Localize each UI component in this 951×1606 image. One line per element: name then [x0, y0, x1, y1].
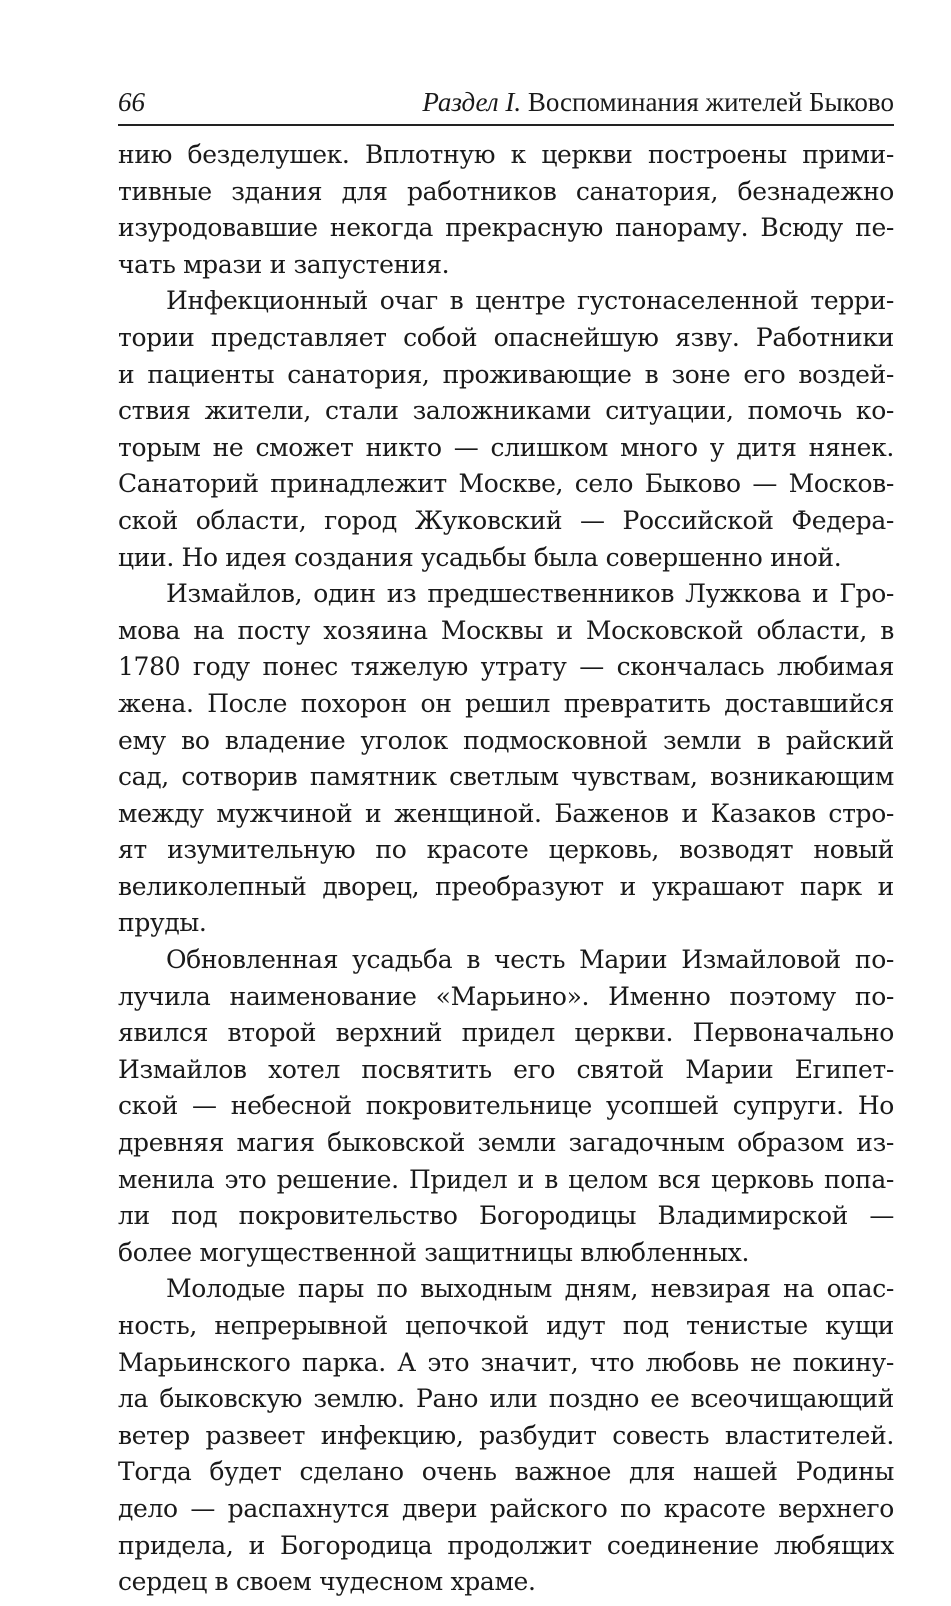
paragraph [118, 576, 894, 942]
text-line: торым не сможет никто — слишком много у дитя нянек. [118, 432, 894, 462]
text-line: ли под покровительство Богородицы Владимирской — [118, 1201, 894, 1231]
text-line: мова на посту хозяина Москвы и Московской области, в [118, 615, 894, 645]
text-line: ветер развеет инфекцию, разбудит совесть властителей. [118, 1420, 894, 1450]
text-line: тивные здания для работников санатория, безнадежно [118, 176, 894, 206]
section-title [422, 84, 894, 120]
running-head [118, 84, 894, 126]
text-line: между мужчиной и женщиной. Баженов и Казаков стро- [118, 798, 894, 828]
page-number: 66 [118, 87, 145, 117]
section-label: Раздел I. [422, 87, 522, 117]
text-line: Санаторий принадлежит Москве, село Быково — Москов- [118, 469, 894, 499]
paragraph [118, 137, 894, 283]
text-line: Обновленная усадьба в честь Марии Измайловой по- [166, 945, 894, 975]
text-line: ла быковскую землю. Рано или поздно ее всеочищающий [118, 1384, 894, 1414]
text-line: явился второй верхний придел церкви. Первоначально [118, 1018, 894, 1048]
paragraph [118, 1271, 894, 1600]
body-text [118, 137, 894, 1601]
text-line: нию безделушек. Вплотную к церкви построены прими- [118, 140, 894, 169]
text-line: пруды. [118, 908, 207, 938]
text-line: лучила наименование «Марьино». Именно поэтому по- [118, 981, 894, 1011]
text-line: Марьинского парка. А это значит, что любовь не покину- [118, 1347, 894, 1377]
text-line: ской — небесной покровительнице усопшей супруги. Но [118, 1091, 894, 1121]
text-line: изуродовавшие некогда прекрасную панораму. Всюду пе- [118, 213, 894, 243]
text-line: ность, непрерывной цепочкой идут под тенистые кущи [118, 1311, 894, 1340]
text-line: жена. После похорон он решил превратить доставшийся [118, 688, 894, 718]
text-line: Измайлов хотел посвятить его святой Марии Египет- [118, 1054, 894, 1084]
text-line: менила это решение. Придел и в целом вся церковь попа- [118, 1164, 894, 1194]
text-line: великолепный дворец, преобразуют и украшают парк и [118, 871, 894, 901]
text-line: придела, и Богородица продолжит соединение любящих [118, 1530, 894, 1560]
text-line: более могущественной защитницы влюбленных. [118, 1237, 750, 1267]
text-line: чать мрази и запустения. [118, 249, 450, 279]
text-line: Тогда будет сделано очень важное для нашей Родины [118, 1457, 894, 1487]
text-line: и пациенты санатория, проживающие в зоне его воздей- [118, 359, 894, 389]
text-line: Инфекционный очаг в центре густонаселенной терри- [166, 286, 894, 316]
text-line: Измайлов, один из предшественников Лужкова и Гро- [166, 579, 894, 609]
text-line: сад, сотворив памятник светлым чувствам, возникающим [118, 762, 894, 792]
text-line: Молодые пары по выходным дням, невзирая на опас- [166, 1274, 894, 1304]
text-line: древняя магия быковской земли загадочным образом из- [118, 1128, 894, 1158]
text-line: ему во владение уголок подмосковной земли в райский [118, 725, 894, 755]
paragraph [118, 942, 894, 1271]
text-line: ской области, город Жуковский — Российской Федера- [118, 505, 894, 535]
text-line: тории представляет собой опаснейшую язву. Работники [118, 322, 894, 352]
text-line: ции. Но идея создания усадьбы была совершенно иной. [118, 542, 842, 572]
text-line: дело — распахнутся двери райского по красоте верхнего [118, 1493, 894, 1523]
paragraph [118, 283, 894, 576]
text-line: ствия жители, стали заложниками ситуации, помочь ко- [118, 396, 894, 426]
text-line: сердец в своем чудесном храме. [118, 1567, 536, 1597]
section-name: Воспоминания жителей Быково [527, 87, 894, 117]
text-line: 1780 году понес тяжелую утрату — скончалась любимая [118, 652, 894, 682]
text-line: ят изумительную по красоте церковь, возводят новый [118, 835, 894, 865]
